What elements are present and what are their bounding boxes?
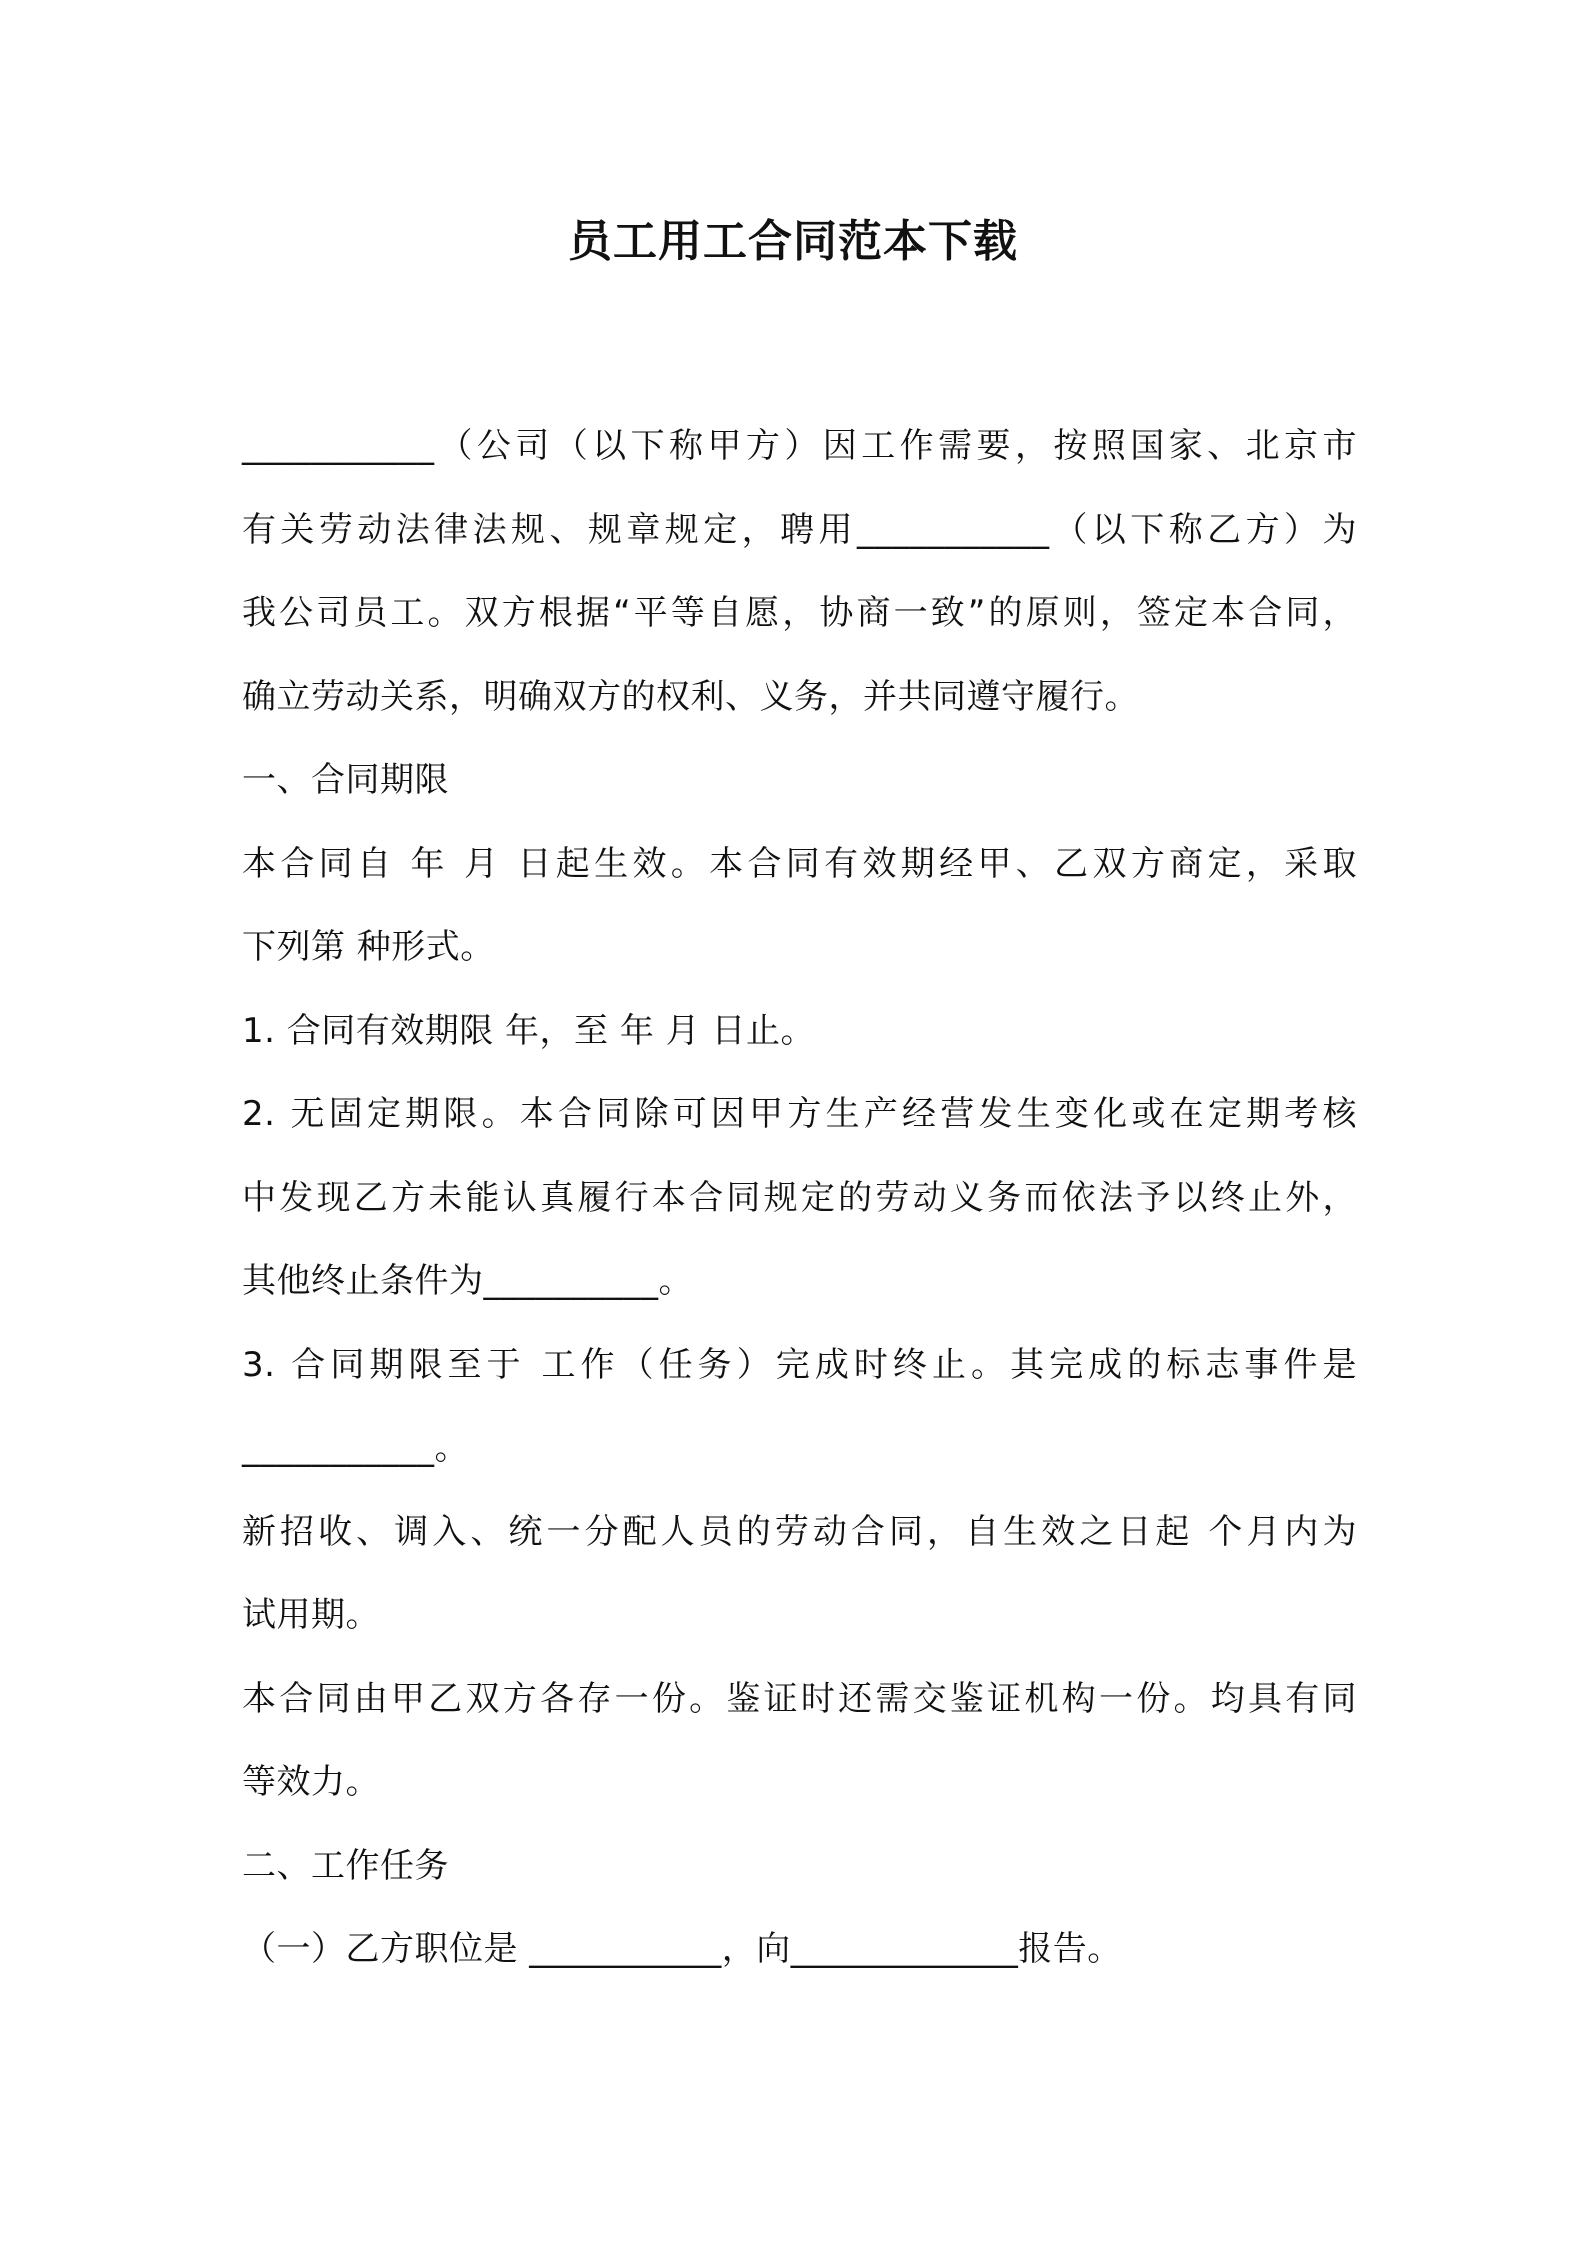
paragraph-line: 本合同由甲乙双方各存一份。鉴证时还需交鉴证机构一份。均具有同 [242,1678,1357,1719]
list-item: 3. 合同期限至于 工作（任务）完成时终止。其完成的标志事件是 [242,1344,1357,1385]
paragraph-line: 有关劳动法律法规、规章规定，聘用___________（以下称乙方）为 [242,509,1357,550]
paragraph-line: ___________。 [242,1428,469,1468]
paragraph-line: ___________（公司（以下称甲方）因工作需要，按照国家、北京市 [242,426,1357,466]
paragraph-line: 其他终止条件为__________。 [242,1261,693,1301]
paragraph-line: 本合同自 年 月 日起生效。本合同有效期经甲、乙双方商定，采取 [242,843,1357,884]
paragraph-line: 我公司员工。双方根据“平等自愿，协商一致”的原则，签定本合同， [242,593,1357,633]
paragraph-line: 新招收、调入、统一分配人员的劳动合同，自生效之日起 个月内为 [242,1511,1357,1552]
paragraph-line: （一）乙方职位是 ___________，向_____________报告。 [242,1929,1122,1969]
list-item: 2. 无固定期限。本合同除可因甲方生产经营发生变化或在定期考核 [242,1094,1357,1134]
list-item: 1. 合同有效期限 年，至 年 月 日止。 [242,1010,815,1051]
document-body [242,405,1357,1992]
section-heading: 二、工作任务 [242,1845,449,1886]
paragraph-line: 确立劳动关系，明确双方的权利、义务，并共同遵守履行。 [242,676,1139,717]
paragraph-line: 下列第 种形式。 [242,927,495,967]
section-heading: 一、合同期限 [242,760,449,800]
paragraph-line: 中发现乙方未能认真履行本合同规定的劳动义务而依法予以终止外， [242,1177,1357,1218]
paragraph-line: 试用期。 [242,1595,380,1635]
document-title: 员工用工合同范本下载 [568,216,1018,267]
paragraph-line: 等效力。 [242,1762,380,1802]
